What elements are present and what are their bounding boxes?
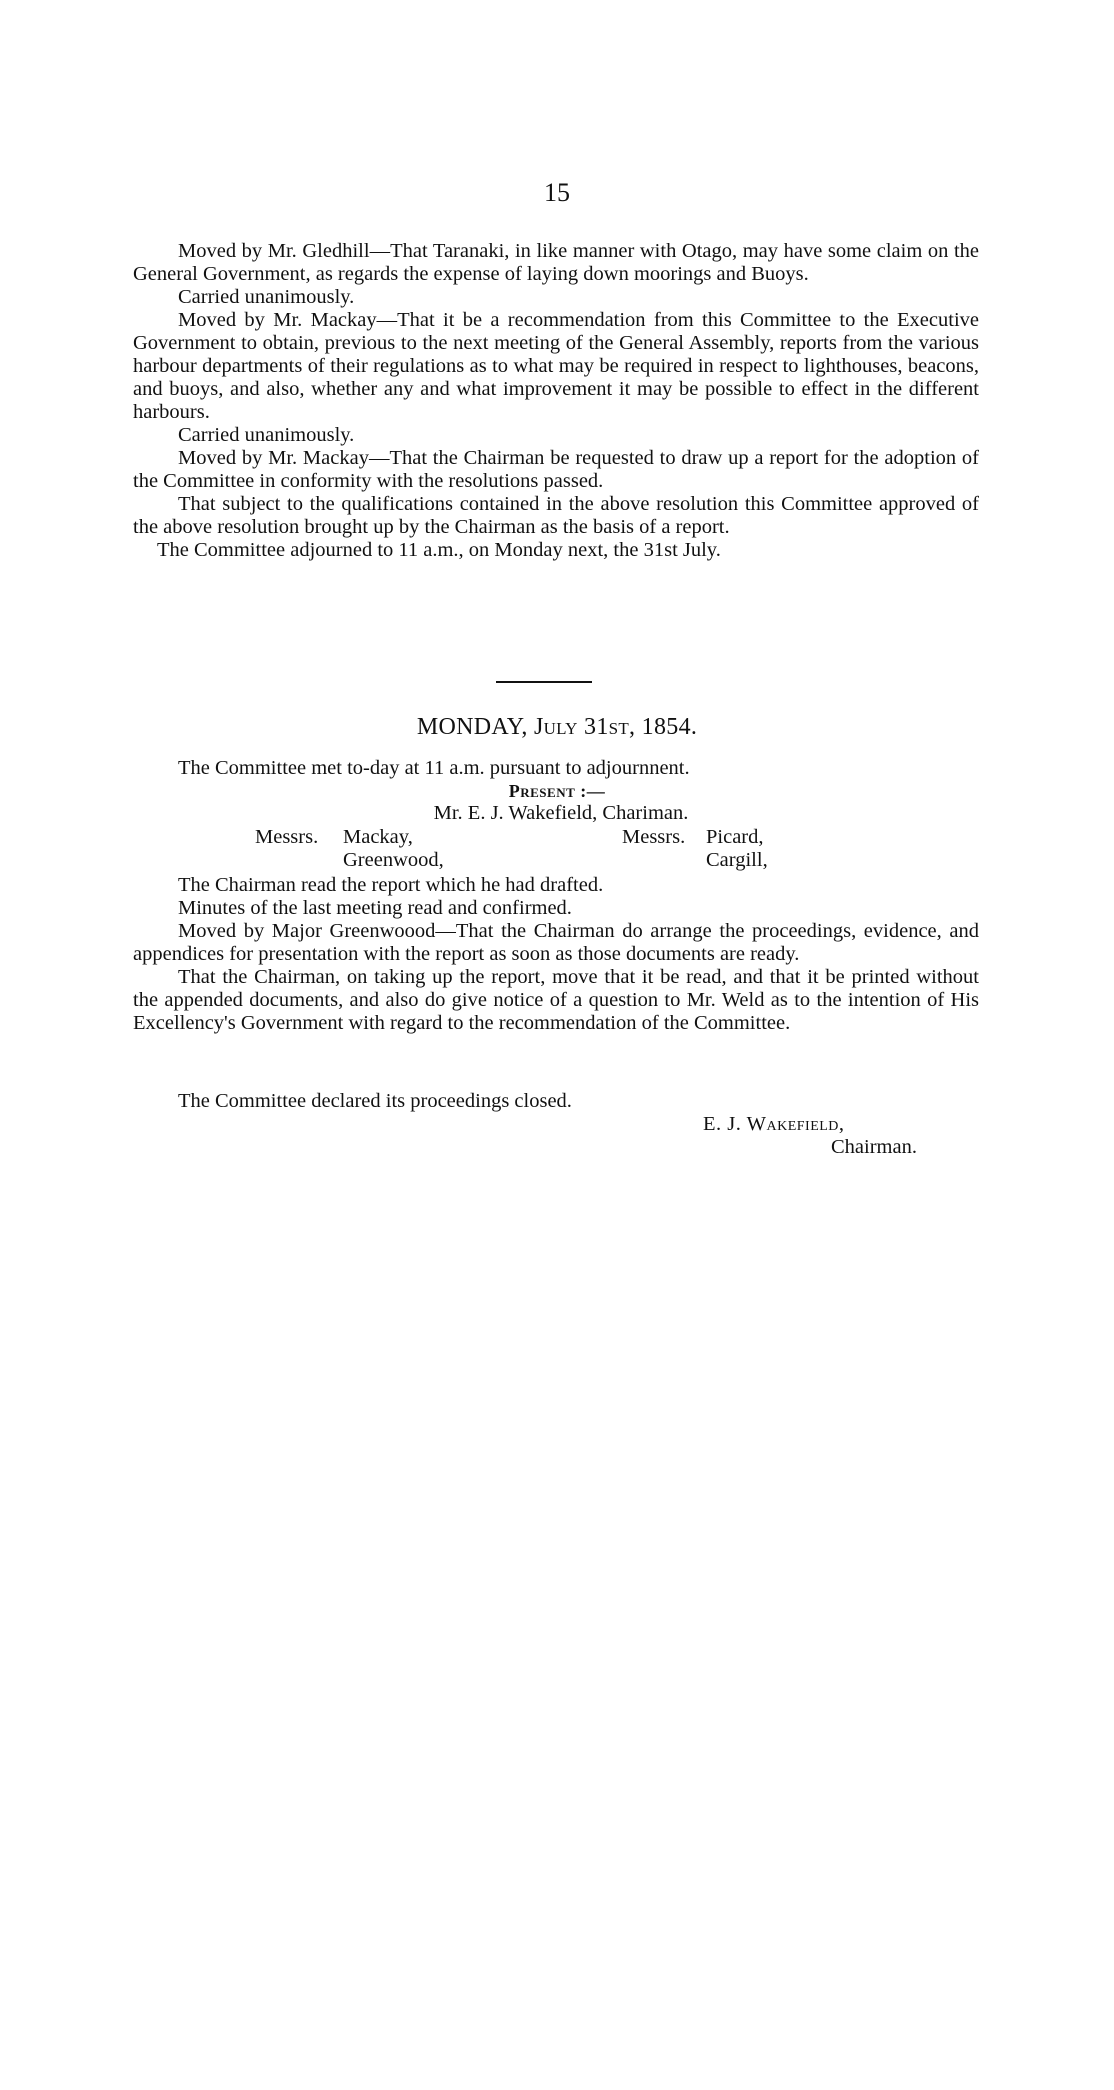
- paragraph-carried-1: Carried unanimously.: [178, 286, 355, 308]
- heading-date: July 31st,: [533, 714, 636, 740]
- paragraph-carried-2: Carried unanimously.: [178, 424, 355, 446]
- section-divider: [496, 681, 592, 683]
- chairman-line: Mr. E. J. Wakefield, Chariman.: [433, 802, 689, 824]
- paragraph-greenwood-motion: Moved by Major Greenwoood—That the Chairman do arrange the proceedings, evidence, and appendices for presentation with the report as soon as those documents are ready.: [133, 920, 979, 965]
- members-right-prefix: Messrs.: [622, 826, 686, 848]
- heading-weekday: MONDAY,: [416, 714, 528, 740]
- paragraph-printing-motion: That the Chairman, on taking up the report, move that it be read, and that it be printed without the appended documents, and also do give notice of a question to Mr. Weld as to the intention of His Excellency's Government with regard to the recommendation of the Committee.: [133, 966, 979, 1034]
- present-label: Present :—: [508, 781, 606, 801]
- member-greenwood: Greenwood,: [343, 849, 444, 871]
- paragraph-mackay-motion-1: Moved by Mr. Mackay—That it be a recommendation from this Committee to the Executive Government to obtain, previous to the next meeting of the General Assembly, reports from the various harbour departments of their regulations as to what may be required in respect to lighthouses, beacons, and buoys, and also, whether any and what improvement it may be possible to effect in the different harbours.: [133, 309, 979, 423]
- paragraph-mackay-motion-2: Moved by Mr. Mackay—That the Chairman be requested to draw up a report for the adoption of the Committee in conformity with the resolutions passed.: [133, 447, 979, 492]
- met-line: The Committee met to-day at 11 a.m. pursuant to adjournnent.: [178, 757, 690, 779]
- line-minutes-confirmed: Minutes of the last meeting read and confirmed.: [178, 897, 572, 919]
- line-report-drafted: The Chairman read the report which he had drafted.: [178, 874, 604, 896]
- heading-year: 1854.: [641, 714, 698, 740]
- closing-line: The Committee declared its proceedings closed.: [178, 1090, 572, 1112]
- paragraph-gledhill-motion: Moved by Mr. Gledhill—That Taranaki, in like manner with Otago, may have some claim on the General Government, as regards the expense of laying down moorings and Buoys.: [133, 240, 979, 285]
- date-heading: [0, 714, 1114, 741]
- signature-title: Chairman.: [831, 1136, 917, 1158]
- signature-name: E. J. Wakefield,: [703, 1113, 845, 1135]
- paragraph-qualifications: That subject to the qualifications contained in the above resolution this Committee approved of the above resolution brought up by the Chairman as the basis of a report.: [133, 493, 979, 538]
- first-section: [133, 240, 979, 562]
- page-number: 15: [544, 178, 570, 207]
- member-mackay: Mackay,: [343, 826, 413, 848]
- paragraph-adjournment: The Committee adjourned to 11 a.m., on Monday next, the 31st July.: [157, 539, 721, 561]
- members-left-prefix: Messrs.: [255, 826, 319, 848]
- member-picard: Picard,: [706, 826, 764, 848]
- second-section-motions: [133, 920, 979, 1035]
- member-cargill: Cargill,: [706, 849, 768, 871]
